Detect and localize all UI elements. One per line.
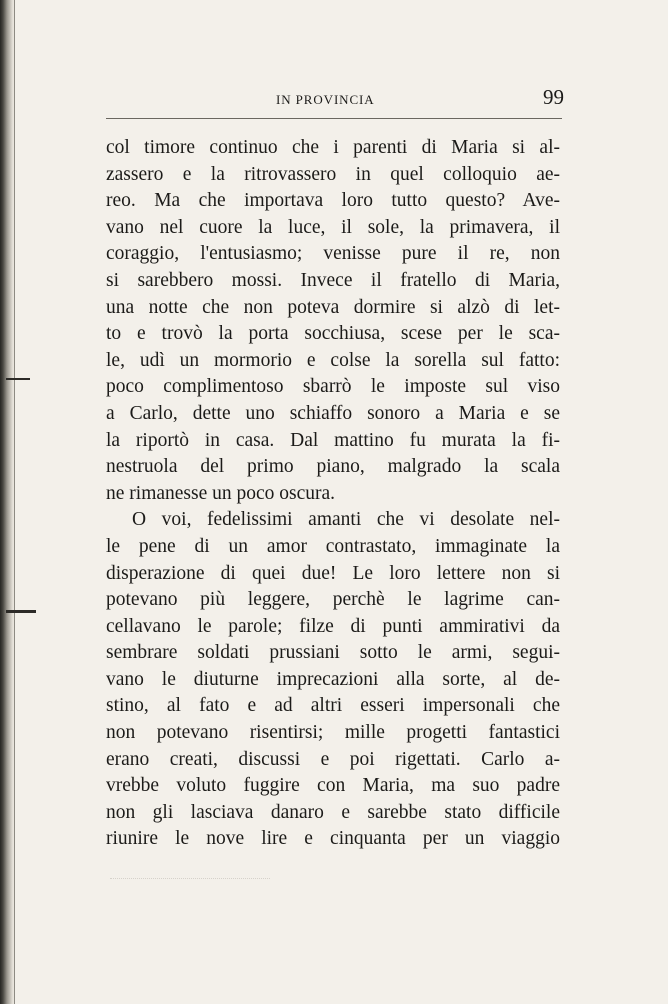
margin-mark <box>6 610 36 613</box>
text-line: le pene di un amor contrastato, immaginate la <box>106 535 560 557</box>
text-line: non gli lasciava danaro e sarebbe stato difficile <box>106 801 560 823</box>
text-line: vano nel cuore la luce, il sole, la primavera, il <box>106 216 560 238</box>
text-line: si sarebbero mossi. Invece il fratello di Maria, <box>106 269 560 291</box>
running-title: IN PROVINCIA <box>276 92 375 107</box>
text-line: la riportò in casa. Dal mattino fu murata la fi- <box>106 429 560 451</box>
margin-mark <box>6 378 30 380</box>
text-line: reo. Ma che importava loro tutto questo? Ave- <box>106 190 560 212</box>
binding-gutter-line <box>14 0 15 1004</box>
text-line: potevano più leggere, perchè le lagrime can- <box>106 589 560 611</box>
header-rule <box>106 118 562 119</box>
text-line: to e trovò la porta socchiusa, scese per le sca- <box>106 323 560 345</box>
text-line: erano creati, discussi e poi rigettati. Carlo a- <box>106 748 560 770</box>
text-line: sembrare soldati prussiani sotto le armi, segui- <box>106 642 560 664</box>
text-line: zassero e la ritrovassero in quel colloquio ae- <box>106 163 560 185</box>
text-line: nestruola del primo piano, malgrado la scala <box>106 456 560 478</box>
text-line: poco complimentoso sbarrò le imposte sul viso <box>106 376 560 398</box>
text-line: vano le diuturne imprecazioni alla sorte, al de- <box>106 668 560 690</box>
text-line: vrebbe voluto fuggire con Maria, ma suo padre <box>106 775 560 797</box>
page-body-text <box>106 135 560 853</box>
text-line: le, udì un mormorio e colse la sorella sul fatto: <box>106 349 560 371</box>
page-header <box>106 85 564 112</box>
page-number: 99 <box>543 85 564 109</box>
text-line: stino, al fato e ad altri esseri impersonali che <box>106 695 560 717</box>
paragraph-first-line: O voi, fedelissimi amanti che vi desolate nel- <box>132 509 560 531</box>
text-line: disperazione di quei due! Le loro lettere non si <box>106 562 560 584</box>
text-line: cellavano le parole; filze di punti ammirativi da <box>106 615 560 637</box>
paragraph-end-line: ne rimanesse un poco oscura. <box>106 482 336 504</box>
text-line: non potevano risentirsi; mille progetti fantastici <box>106 722 560 744</box>
text-line: col timore continuo che i parenti di Maria si al- <box>106 137 560 158</box>
page-specks <box>110 878 270 887</box>
book-binding-edge <box>0 0 14 1004</box>
text-line: una notte che non poteva dormire si alzò di let- <box>106 296 560 318</box>
text-line: coraggio, l'entusiasmo; venisse pure il re, non <box>106 243 560 265</box>
text-line: a Carlo, dette uno schiaffo sonoro a Maria e se <box>106 402 560 424</box>
text-line: riunire le nove lire e cinquanta per un viaggio <box>106 828 560 850</box>
